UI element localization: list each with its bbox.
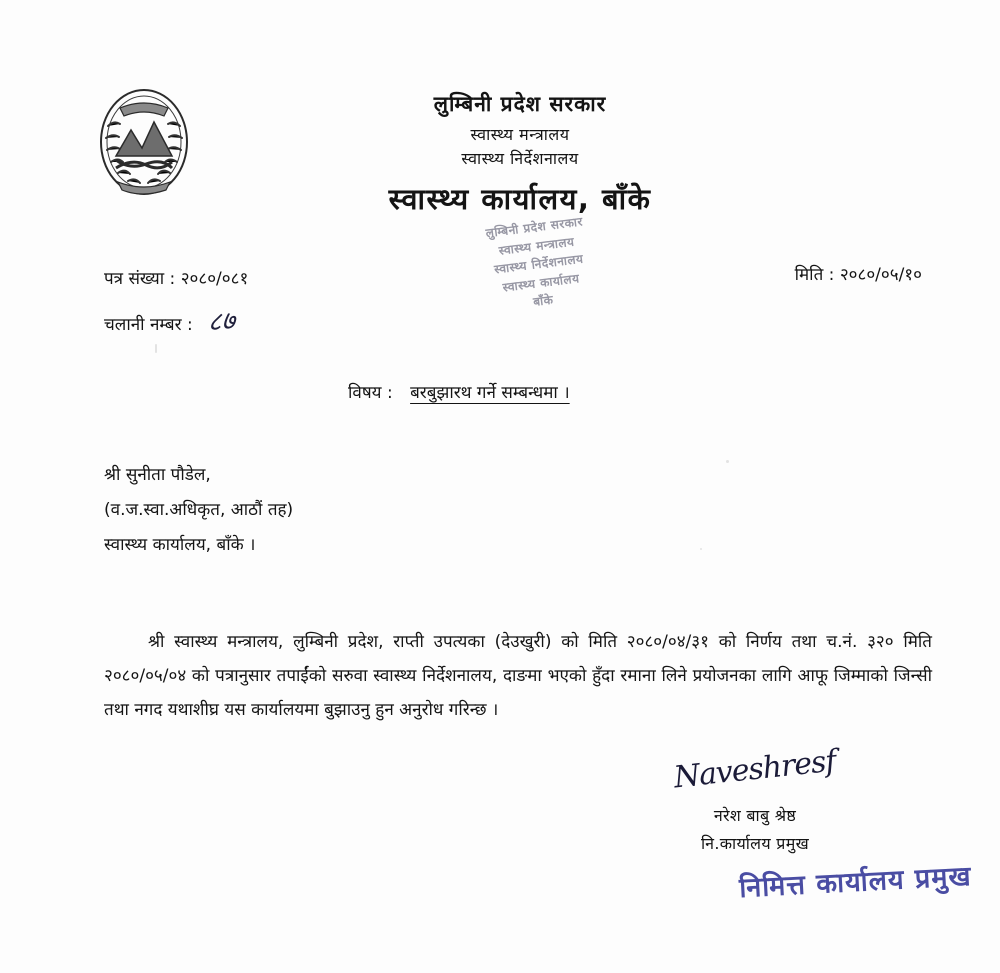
nepal-government-emblem-icon — [98, 86, 190, 198]
letterhead-directorate: स्वास्थ्य निर्देशनालय — [461, 148, 579, 168]
signatory-name: नरेश बाबु श्रेष्ठ — [713, 806, 797, 825]
chalani-row — [104, 296, 248, 348]
addressee-line-2: (व.ज.स्वा.अधिकृत, आठौं तह) — [104, 499, 294, 520]
letterhead — [240, 90, 800, 220]
miti-label: मिति : — [794, 265, 835, 285]
miti-value: २०८०/०५/१० — [839, 265, 922, 285]
patra-sankhya-label: पत्र संख्या : — [104, 269, 176, 289]
scan-speck — [155, 344, 157, 353]
chalani-handwritten-value: ८७ — [207, 305, 236, 339]
patra-sankhya-value: २०८०/०८१ — [180, 269, 249, 289]
stamp-line-5: बाँके — [532, 292, 555, 310]
signatory-title: नि.कार्यालय प्रमुख — [701, 834, 809, 853]
addressee-block — [104, 458, 293, 563]
letterhead-ministry: स्वास्थ्य मन्त्रालय — [470, 124, 570, 144]
scan-speck — [700, 548, 702, 550]
subject-line — [348, 380, 570, 403]
blue-designation-stamp: निमित्त कार्यालय प्रमुख — [738, 860, 973, 905]
scan-speck — [726, 460, 729, 463]
signature-block — [620, 743, 890, 854]
addressee-line-3: स्वास्थ्य कार्यालय, बाँके । — [104, 534, 256, 555]
date-block — [795, 262, 922, 285]
reference-block — [104, 262, 248, 348]
stamp-line-3: स्वास्थ्य निर्देशनालय — [493, 251, 585, 277]
letterhead-office: स्वास्थ्य कार्यालय, बाँके — [388, 182, 652, 217]
addressee-line-1: श्री सुनीता पौडेल, — [104, 465, 211, 485]
chalani-label: चलानी नम्बर : — [104, 315, 193, 335]
body-paragraph: श्री स्वास्थ्य मन्त्रालय, लुम्बिनी प्रदेश, राप्ती उपत्यका (देउखुरी) को मिति २०८०/०४/३१ को निर्णय तथा च.नं. ३२० मिति २०८०/०५/०४ को पत्रानुसार तपाईंको सरुवा स्वास्थ्य निर्देशनालय, दाङमा भएको हुँदा रमाना लिने प्रयोजनका लागि आफू जिम्माको जिन्सी तथा नगद यथाशीघ्र यस कार्यालयमा बुझाउनु हुन अनुरोध गरिन्छ । — [104, 632, 932, 720]
stamp-line-4: स्वास्थ्य कार्यालय — [501, 271, 581, 295]
stamp-line-1: लुम्बिनी प्रदेश सरकार — [484, 214, 584, 241]
letterhead-government: लुम्बिनी प्रदेश सरकार — [433, 92, 607, 116]
office-round-stamp — [464, 210, 617, 338]
stamp-line-2: स्वास्थ्य मन्त्रालय — [497, 234, 576, 258]
subject-text: बरबुझारथ गर्ने सम्बन्धमा । — [410, 383, 570, 403]
letter-body — [104, 625, 932, 727]
subject-label: विषय : — [348, 383, 393, 403]
patra-sankhya-row — [104, 262, 248, 296]
handwritten-signature: Naveshresf — [672, 743, 838, 796]
